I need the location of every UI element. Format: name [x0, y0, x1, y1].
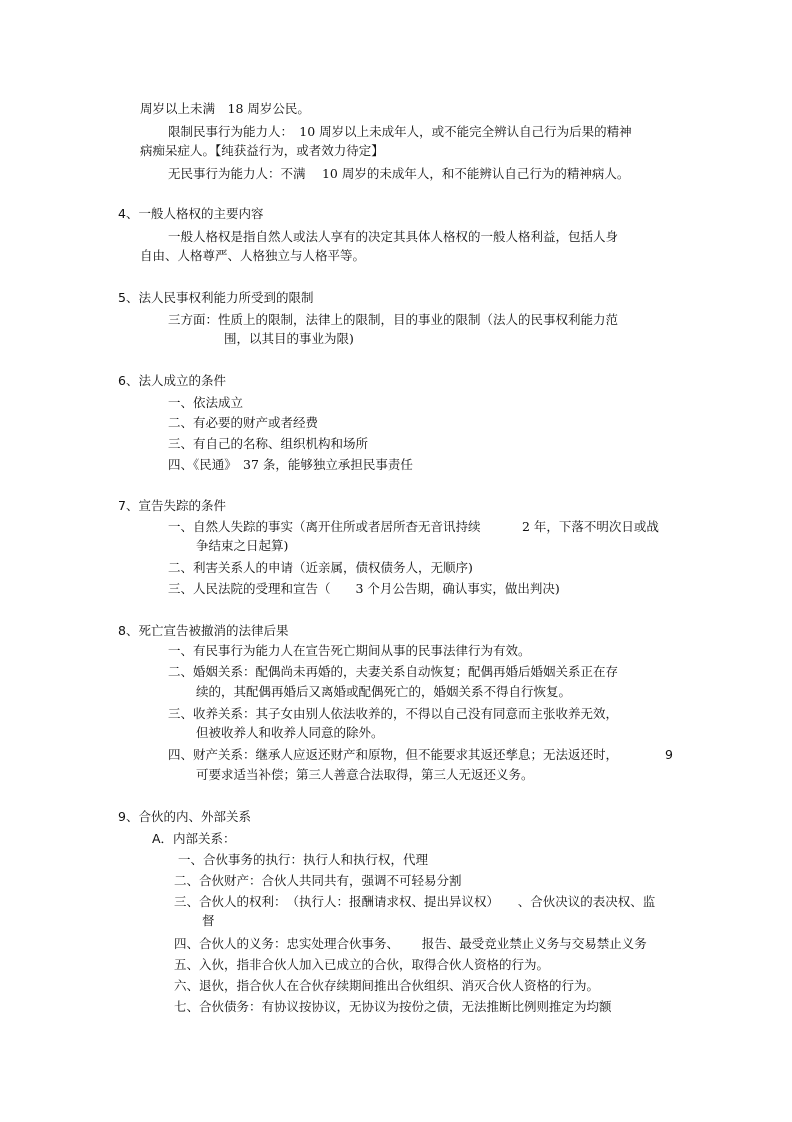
list-item: 三、收养关系：其子女由别人依法收养的，不得以自己没有同意而主张收养无效， [168, 706, 619, 721]
text-line: 督 [202, 913, 215, 928]
stray-number: 9 [665, 747, 673, 762]
section-heading: 4、一般人格权的主要内容 [118, 206, 264, 221]
list-item: 二、有必要的财产或者经费 [168, 415, 319, 430]
list-item: 三、有自己的名称、组织机构和场所 [168, 436, 369, 451]
list-item: 七、合伙债务：有协议按协议，无协议为按份之债，无法推断比例则推定为均额 [174, 999, 612, 1014]
text-line: 无民事行为能力人：不满 10 周岁的未成年人，和不能辨认自己行为的精神病人。 [168, 166, 630, 181]
text-line: 可要求适当补偿；第三人善意合法取得，第三人无返还义务。 [196, 767, 534, 782]
text-line: 三方面：性质上的限制，法律上的限制，目的事业的限制（法人的民事权利能力范 [168, 312, 619, 327]
text-line: 但被收养人和收养人同意的除外。 [196, 725, 384, 740]
list-item: 一、依法成立 [168, 395, 244, 410]
text-line: 争结束之日起算) [196, 538, 289, 553]
list-item: 三、人民法院的受理和宣告（ 3 个月公告期，确认事实，做出判决) [168, 581, 560, 596]
list-item: 一、合伙事务的执行：执行人和执行权，代理 [178, 852, 429, 867]
text-line: 病痴呆症人。【纯获益行为，或者效力待定】 [140, 143, 384, 158]
list-item: 三、合伙人的权利： （执行人：报酬请求权、提出异议权） 、合伙决议的表决权、监 [174, 894, 656, 909]
text-line: 限制民事行为能力人： 10 周岁以上未成年人，或不能完全辨认自己行为后果的精神 [168, 124, 632, 139]
text-line: 围，以其目的事业为限) [224, 331, 354, 346]
text-line: 周岁以上未满 18 周岁公民。 [140, 101, 310, 116]
list-item: 四、财产关系：继承人应返还财产和原物，但不能要求其返还孳息；无法返还时， [168, 747, 619, 762]
list-item: 二、利害关系人的申请（近亲属，债权债务人，无顺序) [168, 560, 473, 575]
section-heading: 7、宣告失踪的条件 [118, 498, 226, 513]
list-item: 六、退伙，指合伙人在合伙存续期间推出合伙组织、消灭合伙人资格的行为。 [174, 978, 600, 993]
list-item: 二、合伙财产：合伙人共同共有，强调不可轻易分割 [174, 873, 462, 888]
sub-heading: A．内部关系： [152, 831, 236, 846]
text-line: 一般人格权是指自然人或法人享有的决定其具体人格权的一般人格利益，包括人身 [168, 229, 619, 244]
section-heading: 8、死亡宣告被撤消的法律后果 [118, 623, 289, 638]
list-item: 四、合伙人的义务：忠实处理合伙事务、 报告、最受竞业禁止义务与交易禁止义务 [174, 936, 647, 951]
list-item: 四、《民通》 37 条，能够独立承担民事责任 [168, 457, 413, 472]
list-item: 一、自然人失踪的事实（离开住所或者居所杳无音讯持续 2 年，下落不明次日或战 [168, 519, 659, 534]
list-item: 二、婚姻关系：配偶尚未再婚的，夫妻关系自动恢复；配偶再婚后婚姻关系正在存 [168, 664, 619, 679]
section-heading: 9、合伙的内、外部关系 [118, 809, 251, 824]
text-line: 续的，其配偶再婚后又离婚或配偶死亡的，婚姻关系不得自行恢复。 [196, 684, 572, 699]
section-heading: 6、法人成立的条件 [118, 373, 226, 388]
section-heading: 5、法人民事权利能力所受到的限制 [118, 290, 314, 305]
list-item: 一、有民事行为能力人在宣告死亡期间从事的民事法律行为有效。 [168, 643, 531, 658]
text-line: 自由、人格尊严、人格独立与人格平等。 [140, 248, 366, 263]
list-item: 五、入伙，指非合伙人加入已成立的合伙，取得合伙人资格的行为。 [174, 957, 550, 972]
